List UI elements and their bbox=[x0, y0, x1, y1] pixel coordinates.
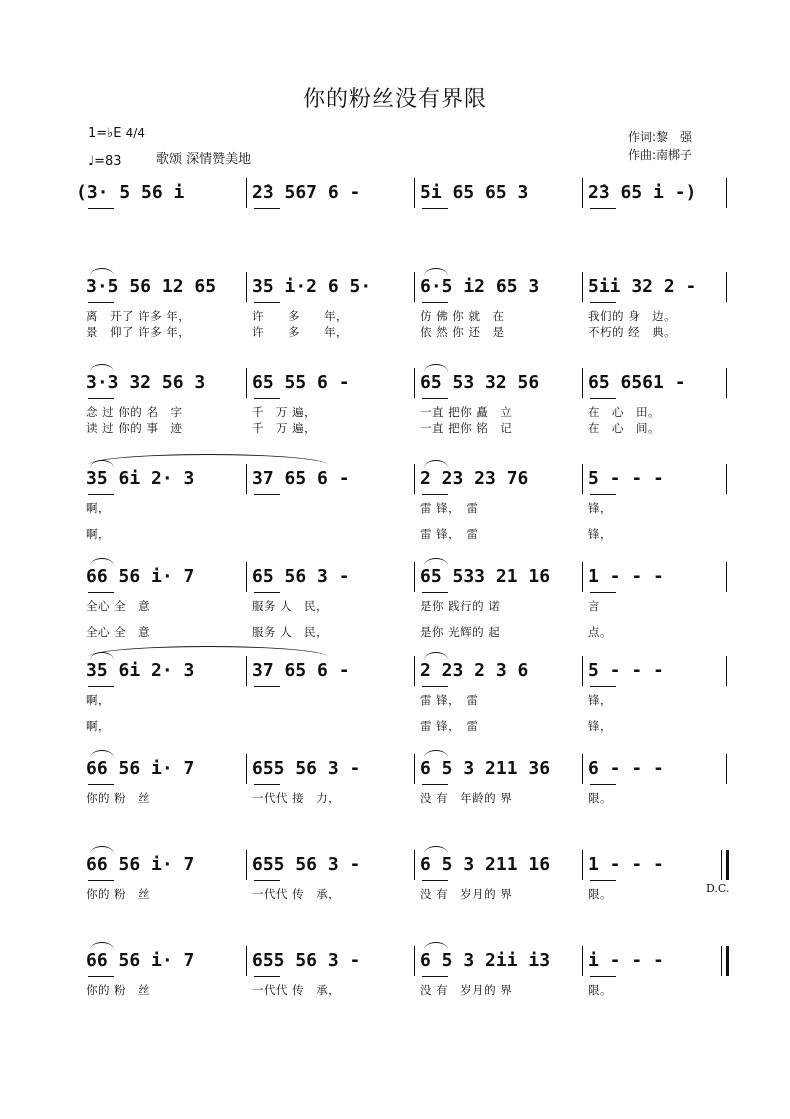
long-slur bbox=[88, 646, 328, 657]
slur bbox=[424, 268, 448, 276]
measure-notes: 655 56 3 - bbox=[252, 758, 361, 779]
beam-line bbox=[590, 976, 616, 977]
measure-notes: 66 56 i· 7 bbox=[86, 758, 195, 779]
lyric-line-1: 限。 bbox=[588, 887, 612, 901]
barline bbox=[246, 562, 247, 592]
lyric-line-1: 锋， bbox=[588, 693, 612, 707]
beam-line bbox=[422, 592, 448, 593]
lyric-line-1: 在 心 田。 bbox=[588, 405, 660, 419]
end-barline bbox=[726, 368, 727, 398]
measure-notes: 65 56 3 - bbox=[252, 566, 350, 587]
measure-notes: 65 53 32 56 bbox=[420, 372, 540, 393]
lyric-line-1: 雷 锋， 雷 bbox=[420, 501, 479, 515]
beam-line bbox=[590, 880, 616, 881]
measure-notes: 2 23 23 76 bbox=[420, 468, 529, 489]
beam-line bbox=[254, 592, 280, 593]
lyric-line-1: 限。 bbox=[588, 983, 612, 997]
barline bbox=[582, 368, 583, 398]
slur bbox=[424, 942, 448, 950]
lyric-line-2: 锋， bbox=[588, 527, 612, 541]
beam-line bbox=[590, 592, 616, 593]
barline bbox=[246, 272, 247, 302]
lyric-line-1: 言 bbox=[588, 599, 600, 613]
measure-notes: 37 65 6 - bbox=[252, 660, 350, 681]
lyric-line-1: 没 有 岁月的 界 bbox=[420, 887, 513, 901]
barline bbox=[414, 946, 415, 976]
slur bbox=[90, 364, 114, 372]
measure-notes: 655 56 3 - bbox=[252, 950, 361, 971]
lyric-line-1: 没 有 年龄的 界 bbox=[420, 791, 513, 805]
lyric-line-1: 离 开了 许多 年， bbox=[86, 309, 191, 323]
lyric-line-2: 依 然 你 还 是 bbox=[420, 325, 505, 339]
beam-line bbox=[590, 208, 616, 209]
key-signature bbox=[88, 126, 145, 141]
measure-notes: 2̇3 65 i -) bbox=[588, 182, 697, 203]
barline bbox=[246, 946, 247, 976]
key-text: 1=♭E bbox=[88, 126, 122, 141]
beam-line bbox=[88, 302, 114, 303]
beam-line bbox=[88, 976, 114, 977]
beam-line bbox=[422, 976, 448, 977]
beam-line bbox=[422, 398, 448, 399]
measure-notes: 3·3 32 56 3 bbox=[86, 372, 206, 393]
time-signature: 4/4 bbox=[125, 126, 145, 140]
da-capo-marking: D.C. bbox=[706, 882, 730, 895]
beam-line bbox=[254, 976, 280, 977]
end-barline bbox=[726, 754, 727, 784]
lyric-line-1: 你的 粉 丝 bbox=[86, 791, 151, 805]
measure-notes: 6 5 3 211 36 bbox=[420, 758, 551, 779]
barline bbox=[582, 946, 583, 976]
lyric-line-1: 仿 佛 你 就 在 bbox=[420, 309, 505, 323]
measure-notes: 35 6i 2· 3 bbox=[86, 660, 195, 681]
end-barline bbox=[726, 272, 727, 302]
barline bbox=[414, 178, 415, 208]
barline bbox=[246, 850, 247, 880]
lyric-line-2: 啊， bbox=[86, 527, 110, 541]
song-title: 你的粉丝没有界限 bbox=[302, 87, 487, 112]
measure-notes: 5i 65 65 3 bbox=[420, 182, 529, 203]
measure-notes: 6 - - - bbox=[588, 758, 664, 779]
lyric-line-2: 雷 锋， 雷 bbox=[420, 719, 479, 733]
beam-line bbox=[254, 784, 280, 785]
lyric-line-1: 雷 锋， 雷 bbox=[420, 693, 479, 707]
lyric-line-1: 你的 粉 丝 bbox=[86, 983, 151, 997]
lyric-line-1: 全心 全 意 bbox=[86, 599, 151, 613]
beam-line bbox=[88, 784, 114, 785]
slur bbox=[424, 750, 448, 758]
beam-line bbox=[254, 208, 280, 209]
barline bbox=[414, 754, 415, 784]
measure-notes: 655 56 3 - bbox=[252, 854, 361, 875]
lyric-line-2: 点。 bbox=[588, 625, 612, 639]
lyric-line-1: 啊， bbox=[86, 501, 110, 515]
slur bbox=[90, 558, 114, 566]
lyric-line-2: 是你 光辉的 起 bbox=[420, 625, 501, 639]
measure-notes: 66 56 i· 7 bbox=[86, 566, 195, 587]
lyric-line-2: 服务 人 民， bbox=[252, 625, 329, 639]
barline bbox=[582, 656, 583, 686]
slur bbox=[424, 364, 448, 372]
barline bbox=[414, 656, 415, 686]
lyric-line-1: 是你 践行的 诺 bbox=[420, 599, 501, 613]
lyric-line-1: 千 万 遍， bbox=[252, 405, 317, 419]
end-barline bbox=[726, 464, 727, 494]
lyricist-credit: 作词:黎 强 bbox=[628, 130, 693, 144]
lyric-line-2: 不朽的 经 典。 bbox=[588, 325, 677, 339]
end-barline bbox=[726, 656, 727, 686]
beam-line bbox=[422, 784, 448, 785]
measure-notes: 6·5 i2 65 3 bbox=[420, 276, 540, 297]
barline bbox=[246, 656, 247, 686]
measure-notes: 1 - - - bbox=[588, 566, 664, 587]
slur bbox=[424, 652, 448, 660]
slur bbox=[424, 558, 448, 566]
lyric-line-1: 一直 把你 矗 立 bbox=[420, 405, 513, 419]
measure-notes: 35 6i 2· 3 bbox=[86, 468, 195, 489]
measure-notes: 2 23 2 3 6 bbox=[420, 660, 529, 681]
beam-line bbox=[422, 208, 448, 209]
lyric-line-2: 一直 把你 铭 记 bbox=[420, 421, 513, 435]
measure-notes: 65 533 21 16 bbox=[420, 566, 551, 587]
lyric-line-1: 没 有 岁月的 界 bbox=[420, 983, 513, 997]
end-barline bbox=[726, 946, 729, 976]
lyric-line-2: 锋， bbox=[588, 719, 612, 733]
slur bbox=[424, 460, 448, 468]
slur bbox=[90, 750, 114, 758]
lyric-line-1: 你的 粉 丝 bbox=[86, 887, 151, 901]
beam-line bbox=[88, 494, 114, 495]
measure-notes: 5ii 32 2 - bbox=[588, 276, 697, 297]
barline bbox=[246, 368, 247, 398]
composer-credit: 作曲:南梆子 bbox=[628, 148, 693, 162]
barline bbox=[246, 464, 247, 494]
lyric-line-1: 服务 人 民， bbox=[252, 599, 329, 613]
slur bbox=[424, 846, 448, 854]
lyric-line-2: 全心 全 意 bbox=[86, 625, 151, 639]
beam-line bbox=[254, 880, 280, 881]
lyric-line-2: 在 心 间。 bbox=[588, 421, 660, 435]
beam-line bbox=[422, 494, 448, 495]
beam-line bbox=[88, 398, 114, 399]
measure-notes: 5 - - - bbox=[588, 660, 664, 681]
beam-line bbox=[254, 686, 280, 687]
beam-line bbox=[590, 686, 616, 687]
beam-line bbox=[422, 686, 448, 687]
beam-line bbox=[88, 686, 114, 687]
lyric-line-1: 我们的 身 边。 bbox=[588, 309, 677, 323]
measure-notes: 2̇3 567 6 - bbox=[252, 182, 361, 203]
beam-line bbox=[590, 784, 616, 785]
barline bbox=[414, 850, 415, 880]
lyric-line-1: 啊， bbox=[86, 693, 110, 707]
lyric-line-2: 许 多 年， bbox=[252, 325, 348, 339]
measure-notes: (3· 5 56 i bbox=[76, 182, 185, 203]
measure-notes: 5 - - - bbox=[588, 468, 664, 489]
lyric-line-1: 一代代 传 承， bbox=[252, 887, 341, 901]
barline bbox=[582, 850, 583, 880]
slur bbox=[90, 942, 114, 950]
beam-line bbox=[254, 398, 280, 399]
measure-notes: 1 - - - bbox=[588, 854, 664, 875]
barline bbox=[582, 178, 583, 208]
long-slur bbox=[88, 454, 328, 465]
end-barline bbox=[726, 178, 727, 208]
lyric-line-2: 读 过 你的 事 迹 bbox=[86, 421, 183, 435]
measure-notes: 6 5 3 211 16 bbox=[420, 854, 551, 875]
barline bbox=[582, 562, 583, 592]
expression-marking: 歌颂 深情赞美地 bbox=[156, 152, 252, 167]
beam-line bbox=[590, 302, 616, 303]
lyric-line-1: 一代代 传 承， bbox=[252, 983, 341, 997]
measure-notes: 35 i·2 6 5· bbox=[252, 276, 372, 297]
slur bbox=[90, 268, 114, 276]
beam-line bbox=[254, 494, 280, 495]
measure-notes: 65 6561 - bbox=[588, 372, 686, 393]
tempo-marking: ♩=83 bbox=[88, 154, 122, 169]
beam-line bbox=[88, 592, 114, 593]
barline bbox=[414, 464, 415, 494]
measure-notes: 37 65 6 - bbox=[252, 468, 350, 489]
lyric-line-1: 一代代 接 力， bbox=[252, 791, 341, 805]
lyric-line-1: 许 多 年， bbox=[252, 309, 348, 323]
measure-notes: 3·5 56 12 65 bbox=[86, 276, 217, 297]
lyric-line-1: 限。 bbox=[588, 791, 612, 805]
measure-notes: 65 55 6 - bbox=[252, 372, 350, 393]
slur bbox=[90, 846, 114, 854]
beam-line bbox=[422, 880, 448, 881]
end-barline bbox=[726, 562, 727, 592]
barline bbox=[582, 754, 583, 784]
barline bbox=[582, 272, 583, 302]
lyric-line-2: 景 仰了 许多 年， bbox=[86, 325, 191, 339]
measure-notes: i - - - bbox=[588, 950, 664, 971]
lyric-line-1: 锋， bbox=[588, 501, 612, 515]
lyric-line-2: 雷 锋， 雷 bbox=[420, 527, 479, 541]
lyric-line-2: 啊， bbox=[86, 719, 110, 733]
measure-notes: 6 5 3 2ii i3 bbox=[420, 950, 551, 971]
beam-line bbox=[254, 302, 280, 303]
beam-line bbox=[590, 398, 616, 399]
barline bbox=[414, 272, 415, 302]
measure-notes: 66 56 i· 7 bbox=[86, 854, 195, 875]
beam-line bbox=[422, 302, 448, 303]
barline bbox=[246, 754, 247, 784]
lyric-line-1: 念 过 你的 名 字 bbox=[86, 405, 183, 419]
lyric-line-2: 千 万 遍， bbox=[252, 421, 317, 435]
barline bbox=[582, 464, 583, 494]
beam-line bbox=[88, 208, 114, 209]
barline bbox=[414, 562, 415, 592]
measure-notes: 66 56 i· 7 bbox=[86, 950, 195, 971]
barline bbox=[414, 368, 415, 398]
beam-line bbox=[590, 494, 616, 495]
end-barline bbox=[726, 850, 729, 880]
barline bbox=[246, 178, 247, 208]
beam-line bbox=[88, 880, 114, 881]
